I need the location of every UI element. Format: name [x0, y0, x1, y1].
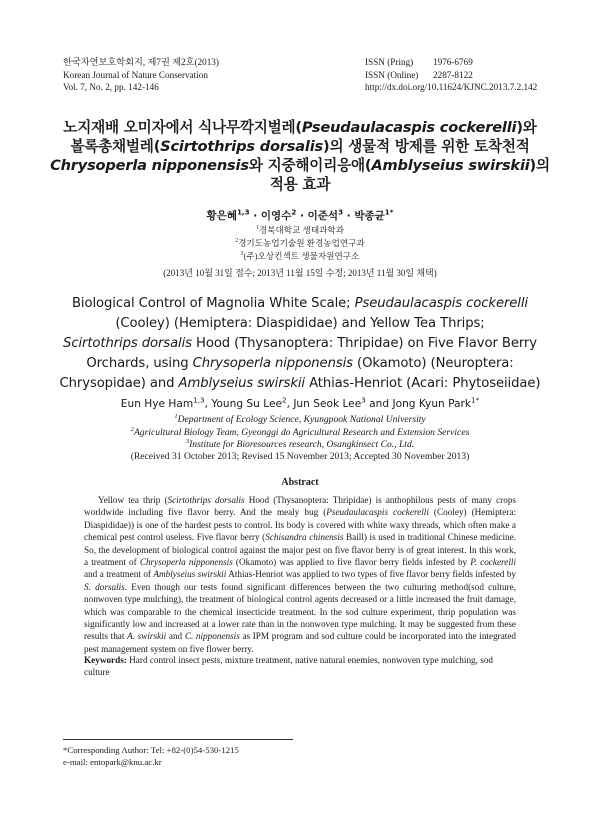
abstract-heading: Abstract: [281, 477, 319, 488]
corresponding-author: *Corresponding Author: Tel: +82-(0)54-530-1215: [63, 745, 239, 755]
journal-name-korean: 한국자연보호학회지, 제7권 제2호(2013): [63, 57, 219, 67]
doi-link[interactable]: http://dx.doi.org/10.11624/KJNC.2013.7.2.142: [365, 82, 538, 92]
korean-affiliations: $^1$경북대학교 생태과학과 $^2$경기도농업기술원 환경농업연구과 $^3$(주)오상킨섹트 생물자원연구소: [235, 225, 365, 261]
korean-received-dates: (2013년 10월 31일 접수; 2013년 11월 15일 수정; 2013년 11월 30일 채택): [163, 268, 437, 278]
issn-block: [365, 56, 537, 94]
footnote: [63, 744, 239, 768]
english-title: Biological Control of Magnolia White Scale; Pseudaulacaspis cockerelli (Cooley) (Hemiptera: Diaspididae) and Yellow Tea Thrips; Scirtothrips dorsalis Hood (Thysanoptera: Thripidae) on Five Flavor Berry Orchards, using Chrysoperla nipponensis (Okamoto) (Neuroptera: Chrysopidae) and Amblyseius swirskii Athias-Henriot (Acari: Phytoseiidae): [59, 296, 541, 391]
english-authors: Eun Hye Ham$^{1,3}$, Young Su Lee$^2$, Jun Seok Lee$^3$ and Jong Kyun Park$^{1*}$: [120, 395, 480, 410]
keywords-label: Keywords:: [84, 655, 127, 665]
contact-email[interactable]: e-mail: entopark@knu.ac.kr: [63, 757, 162, 767]
keywords: [84, 654, 516, 679]
journal-name-english: Korean Journal of Nature Conservation: [63, 69, 208, 80]
issn-online: ISSN (Online) 2287-8122: [365, 69, 473, 80]
journal-volume: Vol. 7, No. 2, pp. 142-146: [63, 82, 159, 92]
issn-print: ISSN (Pring) 1976-6769: [365, 57, 473, 67]
footnote-divider: [63, 739, 293, 740]
english-received-dates: (Received 31 October 2013; Revised 15 November 2013; Accepted 30 November 2013): [130, 451, 470, 462]
english-affiliations: $^1$Department of Ecology Science, Kyungpook National University $^2$Agricultural Biology Team, Gyeonggi do Agricultural Research and Extension Services $^3$Institute for Bioresources research, Osangkinsect Co., Ltd.: [130, 412, 470, 450]
korean-authors: 황은혜$^{1,3}$ · 이영수$^2$ · 이준석$^3$ · 박종균$^{1*}$: [206, 207, 394, 222]
abstract-body: Yellow tea thrip (Scirtothrips dorsalis Hood (Thysanoptera: Thripidae) is anthophilous pests of many crops worldwide including five flavor berry. And the mealy bug (Pseudaulacaspis cockerelli (Cooley) (Hemiptera: Diaspididae)) is one of the hardest pests to control. Its body is covered with white waxy threads, which often make a chemical pest control useless. Five flavor berry (Schisandra chinensis Baill) is used in traditional Chinese medicine. So, the development of biological control against the major pest on five flavor berry is of great interest. In this work, a treatment of Chrysoperla nipponensis (Okamoto) was applied to five flavor berry fields infested by P. cockerelli and a treatment of Amblyseius swirskii Athias-Henriot was applied to two types of five flavor berry fields infested by S. dorsalis. Even though our tests found significant differences between the two culturing method(sod culture, nonwoven type mulching), the treatment of biological control agents decreased or a little increased the fruit damage, which was comparable to the chemical insecticide treatment. In the sod culture experiment, thrip population was significantly low and increased at a lower rate than in the nonwoven type mulching. It may be suggested from these results that A. swirskii and C. nipponensis as IPM program and sod culture could be incorporated into the integrated pest management system on five flower berry.: [84, 495, 517, 654]
keywords-text: Hard control insect pests, mixture treatment, native natural enemies, nonwoven type mulching, sod culture: [84, 655, 494, 678]
journal-header: [63, 56, 219, 94]
korean-title: 노지재배 오미자에서 식나무깍지벌레(Pseudaulacaspis cockerelli)와 볼록총채벌레(Scirtothrips dorsalis)의 생물적 방제를 위한 토착천적 Chrysoperla nipponensis와 지중해이리응애(Amblyseius swirskii)의 적용 효과: [50, 119, 550, 193]
